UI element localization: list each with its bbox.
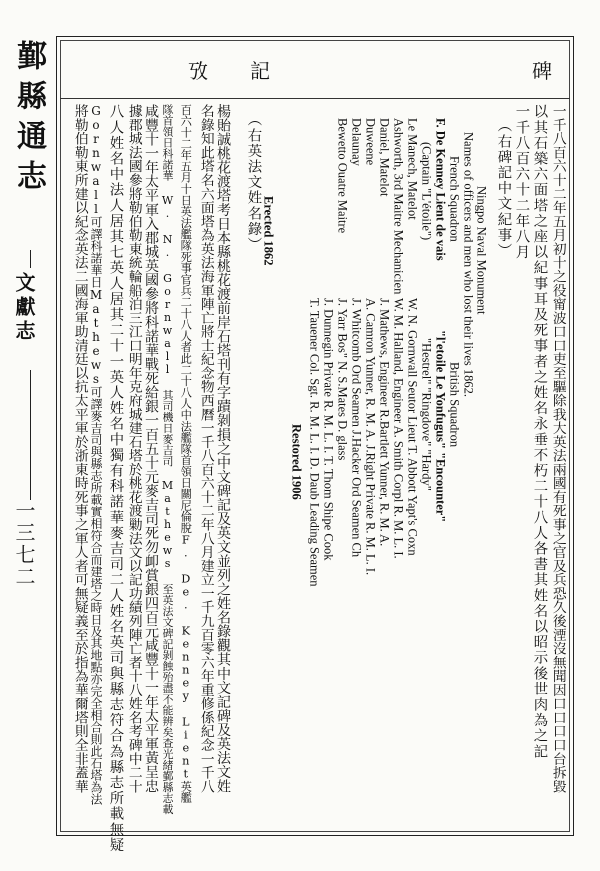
- inscription-en-line: Daniel, Matelot: [377, 118, 392, 197]
- inscription-en-line: F. De Kenney Lient de vais: [433, 118, 448, 261]
- inscription-en-erected: Erected 1862: [261, 196, 276, 266]
- inscription-en-line: Names of officers and men who lost their lives 1862.: [461, 132, 476, 397]
- header-divider: [60, 98, 570, 99]
- inscription-en-line: French Squadron: [447, 156, 462, 242]
- section-title: 文獻志: [12, 272, 36, 344]
- commentary-line: 八人姓名中法人居其七英人居其二十一英人姓名中獨有科諾華麥吉司二人姓名英司與縣志符合為縣志所載無疑: [107, 104, 124, 853]
- inscription-en-restored: Restored 1906: [289, 424, 304, 500]
- title-divider-line: [30, 250, 31, 268]
- inscription-en-line: (Captain "L'étoile"): [419, 142, 434, 241]
- inscription-en-line: Ashworth, 3rd Maitre Mechanicien: [391, 118, 406, 295]
- commentary-line: 咸豐十一年太平軍入郡城英國參將科諾華戰死給銀一百五十元麥吉司死勿卹賞銀四百元咸豐十一年太平軍黃呈忠: [143, 104, 160, 793]
- section-divider-line: [30, 370, 31, 500]
- inscription-zh-date: 一千八百六十二年八月: [513, 104, 530, 260]
- inscription-en-line: "l'etoile Le Yonfugus" "Encounter": [433, 330, 448, 523]
- inscription-en-caption: （右英法文姓名錄）: [245, 112, 262, 253]
- header-label-bei: 碑: [532, 59, 552, 83]
- book-title: 鄞縣通志: [11, 40, 46, 200]
- inscription-zh-line: 以其石築六面塔之座以紀事耳及死事者之姓名永垂不朽二十八人各書其姓名以昭示後世肉為之記: [531, 104, 548, 760]
- inscription-en-line: J. Mathews, Engineer R.Bartlett Yunner, R. M. A.: [377, 298, 392, 547]
- header-label-ji: 記: [250, 59, 270, 83]
- inscription-en-line: A. Camron Yunner, R. M. A. J.Right Private R. M. L. I.: [363, 298, 378, 576]
- inscription-en-title: Ningpo Naval Monument: [474, 186, 489, 315]
- inscription-en-line: J. Whitcomb Ord Seamen J.Hacker Ord Seamen Ch: [349, 298, 364, 558]
- header-label-kao: 攷: [188, 59, 208, 83]
- inscription-en-line: Bewetto Ouatre Maitre: [335, 118, 350, 234]
- inscription-en-line: J. Yarr Bos" N. S.Mates D. glass: [335, 298, 350, 461]
- inscription-en-line: W. M. Halland, Engineer A. Smith Corpl R. M. L. I.: [391, 298, 406, 559]
- inscription-en-line: Le Manech, Matelot: [405, 118, 420, 220]
- commentary-line: Gornwall可譯科諾華日Mathews可譯麥吉司與縣志所載實相符合而建塔之時日及其地點亦完全相合則此石塔為法: [88, 104, 103, 805]
- commentary-line: 百六十二年五月十日英法艦隊死事官兵二十八人者此二十八人中法艦隊首領日關尼倫脫F. De. Kenney Lient英艦: [179, 104, 193, 803]
- commentary-line: 隊首領日科諾華 W. N. Gornwall 其司機日麥吉司 Mathews 至英法文碑記剝蝕殆盡不能辨矣查光緒鄞縣志載: [161, 104, 175, 815]
- inscription-zh-line: 一千八百六十二年五月初十之役甯波口口吏至驅除我大英法兩國有死事之官及兵恐久後湮沒無聞因口口口口台拆毀: [549, 104, 566, 793]
- inscription-en-line: "Hestrel" "Ringdove" "Hardy": [419, 338, 434, 491]
- commentary-line: 將勒伯勒東所建以紀念英法二國海軍助清廷以抗太平軍於浙東時死事之軍人者可無疑義至於指為華爾塔則全非蓋華: [71, 104, 88, 793]
- commentary-line: 楊貽誠桃花渡塔考日本縣桃花渡前岸石塔刊有字蹟剝損之中文碑記及英文並列之姓名錄觀其中文記碑及英法文姓: [215, 104, 232, 793]
- inscription-en-line: Duweene: [363, 118, 378, 166]
- inscription-zh-caption: （右碑記中文紀事）: [495, 118, 512, 259]
- commentary-line: 名錄知此塔名六面塔為英法海軍陣亡將士紀念物西曆一千八百六十二年八月建立一千九百零六年重修係紀念一千八: [197, 104, 214, 793]
- page-number: 一三七二: [12, 500, 36, 588]
- inscription-en-line: J. Dunnegin Private R. M. L. I. T. Thom Shipe Cook: [321, 298, 336, 561]
- inscription-en-line: Delaunay: [349, 118, 364, 166]
- inscription-en-line: T. Tauener Col. Sgt. R. M. L. I. D. Daub Leading Seamen: [307, 298, 322, 587]
- inscription-en-line: W. N. Gornwall Seutor Lieut T. Abbott Yapt's Coxn: [405, 298, 420, 556]
- commentary-line: 據郡城法國參將勒伯勒東統輪船泊三江口明年克府城建石塔於桃花渡勦法文以記功績列陣亡者十八姓名考碑中二十: [125, 104, 142, 793]
- inscription-en-line: British Squadron: [447, 362, 462, 448]
